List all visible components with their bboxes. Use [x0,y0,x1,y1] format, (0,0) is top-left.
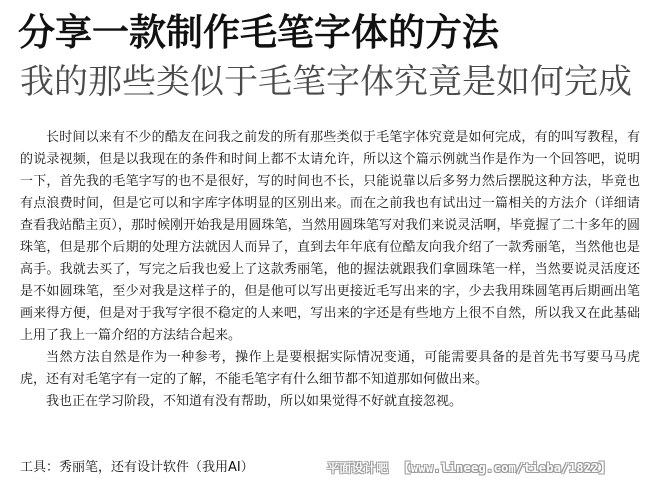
paragraph-3: 我也正在学习阶段，不知道有没有帮助，所以如果觉得不好就直接忽视。 [46,394,463,409]
watermark [327,458,621,478]
article-body [20,127,640,413]
page-title: 分享一款制作毛笔字体的方法 [18,11,499,54]
tools-note: 工具：秀丽笔，还有设计软件（我用AI） [20,460,254,475]
watermark-url: 【www.lineeg.com/tieba/1822】 [398,461,612,475]
watermark-site-name: 平面设计吧 [327,461,389,475]
paragraph-1: 长时间以来有不少的酷友在问我之前发的所有那些类似于毛笔字体究竟是如何完成，有的叫写教程，有的说录视频，但是以我现在的条件和时间上都不太请允许，所以这个篇示例就当作是作为一个回答吧，说明一下，首先我的毛笔字写的也不是很好，写的时间也不长，只能说靠以后多努力然后摆脱这种方法，毕竟也有点浪费时间，但是它可以和字库字体明显的区别出来。而在之前我也有试出过一篇相关的方法介（详细请查看我站酷主页），那时候刚开始我是用圆珠笔，当然用圆珠笔写对我们来说灵活啊，毕竟握了二十多年的圆珠笔，但是那个后期的处理方法就因人而异了，直到去年年底有位酷友向我介绍了一款秀丽笔，当然他也是高手。我就去买了，写完之后我也爱上了这款秀丽笔，他的握法就跟我们拿圆珠笔一样，当然要说灵活度还是不如圆珠笔，至少对我是这样子的，但是他可以写出更接近毛写出来的字，少去我用珠圆笔再后期画出笔画来得方便，但是对于我写字很不稳定的人来吧，写出来的字还是有些地方上很不自然，所以我又在此基础上用了我上一篇介绍的方法结合起来。 [20,130,640,343]
paragraph-2: 当然方法自然是作为一种参考，操作上是要根据实际情况变通，可能需要具备的是首先书写要马马虎虎，还有对毛笔字有一定的了解，不能毛笔字有什么细节都不知道那如何做出来。 [20,350,640,387]
page-subtitle: 我的那些类似于毛笔字体究竟是如何完成 [20,62,632,102]
